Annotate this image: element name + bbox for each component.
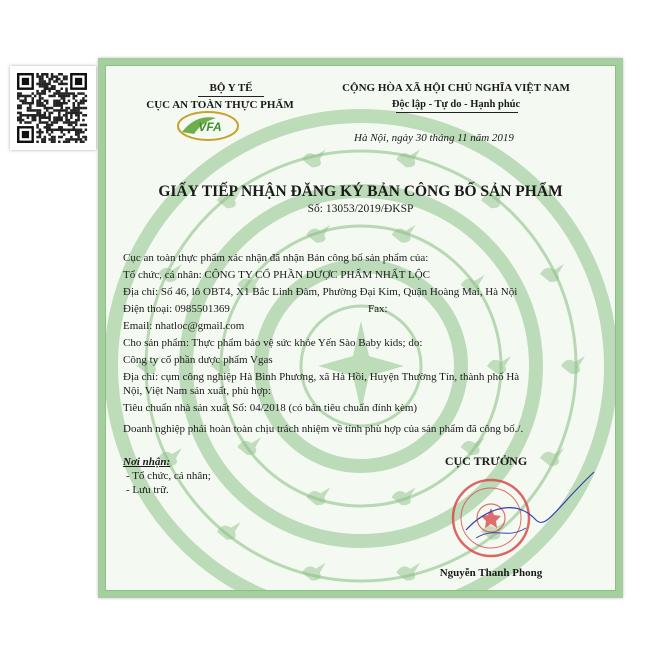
address-line: Địa chỉ: Số 46, lô OBT4, X1 Bắc Linh Đàm, Phường Đại Kim, Quận Hoàng Mai, Hà Nội <box>123 286 518 298</box>
recipient-item: - Lưu trữ. <box>126 484 169 496</box>
responsibility-line: Doanh nghiệp phải hoàn toàn chịu trách nhiệm về tính phù hợp của sản phẩm đã công bố./. <box>123 423 524 435</box>
certificate-title: GIẤY TIẾP NHẬN ĐĂNG KÝ BẢN CÔNG BỐ SẢN PHẨM <box>158 183 563 200</box>
ministry-rule <box>198 96 264 97</box>
manufacturer-address-line-2: Nội, Việt Nam sản xuất, phù hợp: <box>123 385 271 397</box>
drum-bird-motif <box>392 225 416 243</box>
phone-line: Điện thoại: 0985501369 <box>123 303 230 315</box>
drum-bird-motif <box>461 437 485 455</box>
manufacturer-address-line-1: Địa chỉ: cụm công nghiệp Hà Bình Phương, xã Hà Hồi, Huyện Thường Tín, thành phố Hà <box>123 371 520 383</box>
recipients-label: Nơi nhận: <box>123 456 171 468</box>
vfa-logo <box>176 110 240 142</box>
issue-date: Hà Nội, ngày 30 tháng 11 năm 2019 <box>354 132 514 144</box>
organization-line: Tổ chức, cá nhân: CÔNG TY CỔ PHẦN DƯỢC PHẨM NHẤT LỘC <box>123 269 431 281</box>
signer-title: CỤC TRƯỞNG <box>444 454 528 468</box>
agency-name: CỤC AN TOÀN THỰC PHẨM <box>146 99 294 111</box>
standard-line: Tiêu chuẩn nhà sản xuất Số: 04/2018 (có bản tiêu chuẩn đính kèm) <box>123 402 418 414</box>
official-stamp <box>446 468 596 568</box>
drum-bird-motif <box>217 522 241 540</box>
certificate-number: Số: 13053/2019/ĐKSP <box>307 203 414 215</box>
email-line: Email: nhatloc@gmail.com <box>123 320 245 332</box>
certificate-frame <box>98 58 623 598</box>
country-name: CỘNG HÒA XÃ HỘI CHỦ NGHĨA VIỆT NAM <box>342 82 570 94</box>
fax-line: Fax: <box>368 303 388 315</box>
intro-line: Cục an toàn thực phẩm xác nhận đã nhận Bản công bố sản phẩm của: <box>123 252 429 264</box>
vfa-logo-text: VFA <box>198 120 222 134</box>
motto-rule <box>396 112 518 113</box>
drum-bird-motif <box>302 149 326 167</box>
certificate-page <box>105 65 616 591</box>
product-line: Cho sản phẩm: Thực phẩm bảo vệ sức khỏe Yến Sào Baby kids; do: <box>123 337 423 349</box>
ministry-name: BỘ Y TẾ <box>209 82 253 94</box>
drum-bird-motif <box>306 225 330 243</box>
recipient-item: - Tổ chức, cá nhân; <box>126 470 211 482</box>
signer-name: Nguyễn Thanh Phong <box>439 567 543 579</box>
manufacturer-line: Công ty cổ phần dược phẩm Vgas <box>123 354 273 366</box>
qr-code <box>10 66 96 150</box>
drum-bird-motif <box>561 356 585 374</box>
national-motto: Độc lập - Tự do - Hạnh phúc <box>391 99 521 110</box>
